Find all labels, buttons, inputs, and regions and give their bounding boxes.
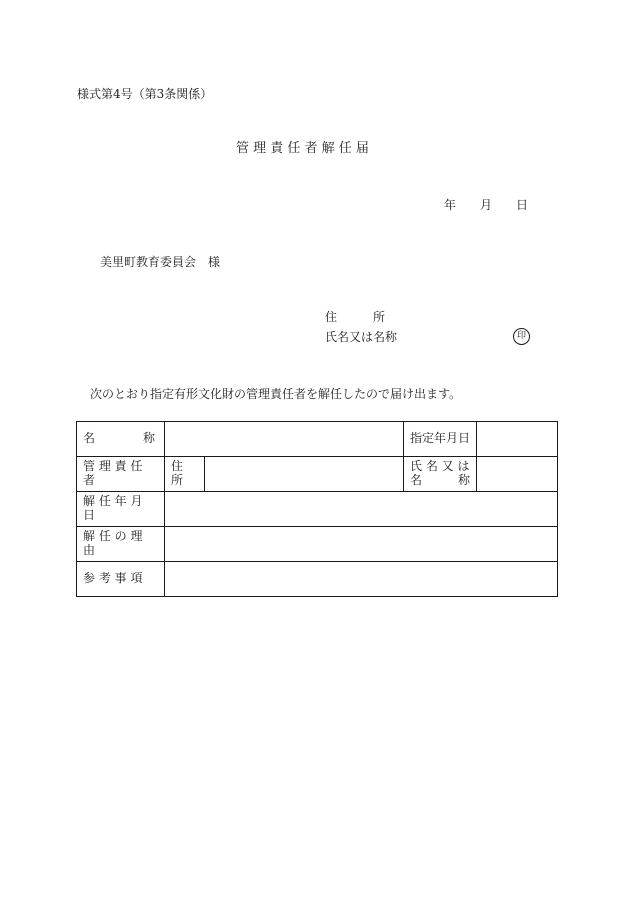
manager-name-label [404,457,477,492]
table-row [77,562,558,597]
designation-date-cell[interactable] [477,422,558,457]
dismissal-reason-cell[interactable] [165,527,558,562]
table-row [77,492,558,527]
manager-address-label: 住 所 [165,457,205,492]
date-month-label: 月 [480,198,493,212]
date-year-label: 年 [444,198,457,212]
seal-icon: 印 [513,328,530,345]
dismissal-reason-label: 解 任 の 理 由 [77,527,165,562]
dismissal-date-label: 解 任 年 月 日 [77,492,165,527]
table-row [77,422,558,457]
table-row [77,527,558,562]
manager-row-label: 管 理 責 任 者 [77,457,165,492]
addressee: 美里町教育委員会 様 [100,255,221,269]
name-row-label: 名 称 [77,422,165,457]
notification-table [76,421,558,597]
remarks-cell[interactable] [165,562,558,597]
address-label: 住 所 [325,310,386,324]
name-value-cell[interactable] [165,422,404,457]
manager-address-cell[interactable] [205,457,404,492]
dismissal-date-cell[interactable] [165,492,558,527]
manager-name-label-line2: 名 称 [410,473,471,487]
page-title: 管 理 責 任 者 解 任 届 [236,141,369,156]
designation-date-label: 指定年月日 [404,422,477,457]
remarks-label: 参 考 事 項 [77,562,165,597]
statement: 次のとおり指定有形文化財の管理責任者を解任したので届け出ます。 [90,387,462,401]
manager-name-cell[interactable] [477,457,558,492]
name-label: 氏名又は名称 [325,330,398,344]
manager-name-label-line1: 氏 名 又 は [410,459,470,474]
form-number: 様式第4号（第3条関係） [77,87,213,101]
table-row [77,457,558,492]
date-day-label: 日 [516,198,529,212]
